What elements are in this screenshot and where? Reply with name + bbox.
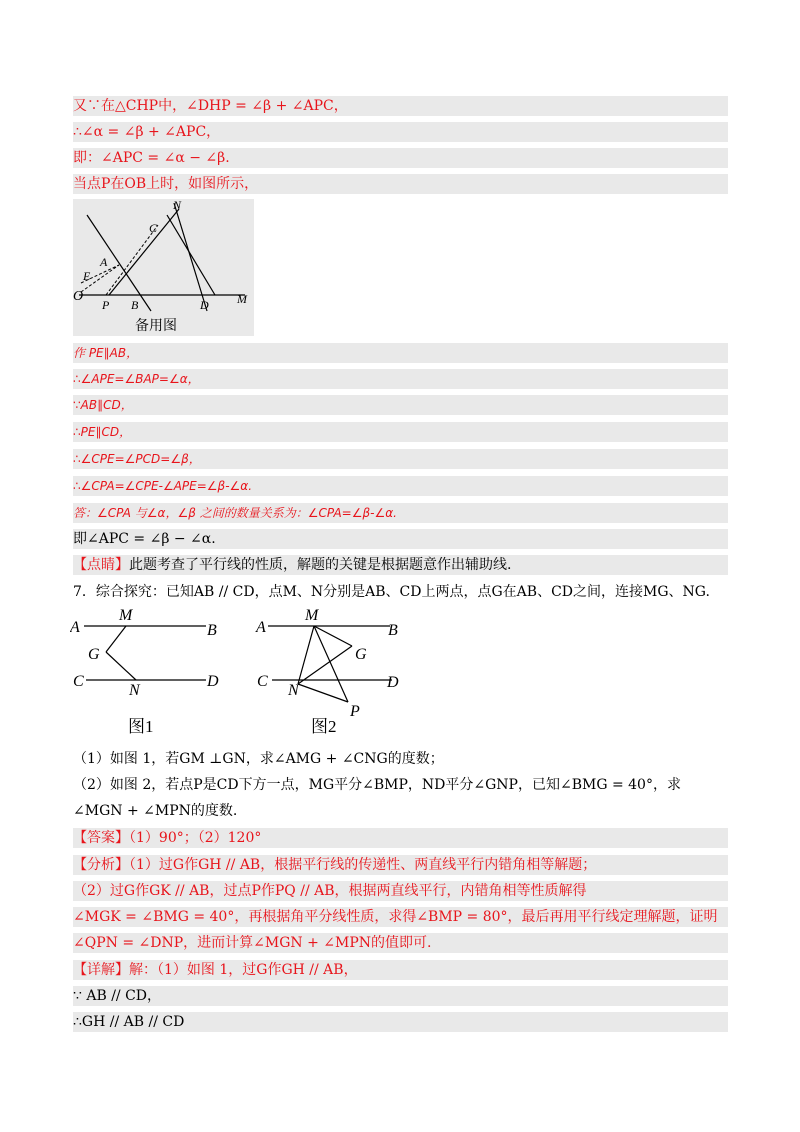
- label-E: E: [83, 269, 91, 283]
- analysis-line-1: [73, 855, 728, 875]
- solution-line-1: 又∵在△CHP中，∠DHP = ∠β + ∠APC，: [73, 96, 728, 116]
- analysis-line-2: （2）过G作GK // AB，过点P作PQ // AB，根据两直线平行，内错角相等性质解得: [73, 881, 728, 901]
- fig2-label-G: G: [355, 646, 367, 663]
- solution-line-2: ∴∠α = ∠β + ∠APC，: [73, 122, 728, 142]
- analysis-line-4: ∠QPN = ∠DNP，进而计算∠MGN + ∠MPN的值即可.: [73, 933, 728, 953]
- proof-line-7: 答：∠CPA 与∠α，∠β 之间的数量关系为：∠CPA=∠β-∠α.: [73, 503, 728, 523]
- label-M: M: [237, 292, 247, 306]
- proof-line-4: ∴PE∥CD，: [73, 422, 728, 442]
- comment-line: [73, 555, 728, 575]
- fig1-label-G: G: [88, 646, 100, 663]
- fig2-label-A: A: [256, 619, 266, 636]
- analysis-tag: 【分析】: [73, 857, 129, 873]
- fig1-label-B: B: [207, 622, 217, 639]
- proof-line-2: ∴∠APE=∠BAP=∠α，: [73, 369, 728, 389]
- proof-line-1: 作 PE∥AB，: [73, 343, 728, 363]
- analysis-line-3: ∠MGK = ∠BMG = 40°，再根据角平分线性质，求得∠BMP = 80°，最后再用平行线定理解题，证明: [73, 907, 728, 927]
- detail-text-1: 解：（1）如图 1，过G作GH // AB，: [129, 962, 358, 978]
- question-2-part-1: （2）如图 2，若点P是CD下方一点，MG平分∠BMP，ND平分∠GNP，已知∠BMG = 40°，求: [73, 777, 681, 793]
- proof-line-6: ∴∠CPA=∠CPE-∠APE=∠β-∠α.: [73, 476, 728, 496]
- question-2-part-2: ∠MGN + ∠MPN的度数.: [73, 803, 238, 819]
- fig1-label-A: A: [70, 619, 80, 636]
- question-1: （1）如图 1，若GM ⊥GN，求∠AMG + ∠CNG的度数；: [73, 751, 444, 767]
- fig2-label-B: B: [388, 622, 398, 639]
- label-N: N: [173, 199, 182, 212]
- label-B: B: [131, 298, 139, 312]
- label-D: D: [200, 298, 209, 312]
- fig1-label-M: M: [119, 607, 133, 624]
- detail-line-1: [73, 960, 728, 980]
- comment-text: 此题考查了平行线的性质，解题的关键是根据题意作出辅助线.: [129, 557, 512, 573]
- fig2-seg-MP: [314, 626, 348, 702]
- detail-line-3: ∴GH // AB // CD: [73, 1012, 728, 1032]
- detail-line-2: ∵ AB // CD，: [73, 986, 728, 1006]
- proof-line-5: ∴∠CPE=∠PCD=∠β，: [73, 449, 728, 469]
- label-P: P: [102, 298, 110, 312]
- comment-tag: 【点睛】: [73, 557, 129, 573]
- fig2-label-M: M: [305, 607, 319, 624]
- proof-line-8: 即∠APC = ∠β − ∠α.: [73, 529, 728, 549]
- fig2-seg-MN: [298, 626, 314, 684]
- answer-text: （1）90°；（2）120°: [129, 830, 262, 846]
- backup-figure: [73, 199, 254, 336]
- fig1-caption: 图1: [128, 717, 154, 736]
- problem-7-stem: 7．综合探究：已知AB // CD，点M、N分别是AB、CD上两点，点G在AB、CD之间，连接MG、NG.: [73, 584, 710, 600]
- detail-tag: 【详解】: [73, 962, 129, 978]
- fig1-label-N: N: [129, 682, 140, 699]
- proof-line-3: ∵AB∥CD，: [73, 395, 728, 415]
- fig2-caption: 图2: [311, 717, 337, 736]
- solution-line-4: 当点P在OB上时，如图所示，: [73, 174, 728, 194]
- answer-line: [73, 828, 728, 848]
- solution-line-3: 即：∠APC = ∠α − ∠β.: [73, 148, 728, 168]
- problem-7-figures: [70, 604, 420, 740]
- fig2-seg-MG: [314, 626, 352, 646]
- fig2-label-N: N: [288, 682, 299, 699]
- fig1-label-C: C: [73, 673, 84, 690]
- fig2-label-D: D: [387, 674, 399, 691]
- label-O: O: [73, 289, 84, 304]
- label-C: C: [149, 221, 158, 235]
- analysis-text-1: （1）过G作GH // AB，根据平行线的传递性、两直线平行内错角相等解题；: [129, 857, 597, 873]
- fig2-label-C: C: [257, 673, 268, 690]
- answer-tag: 【答案】: [73, 830, 129, 846]
- figure-caption: 备用图: [135, 319, 177, 334]
- fig2-label-P: P: [350, 703, 360, 720]
- fig1-seg-MG: [106, 626, 126, 652]
- fig1-label-D: D: [207, 673, 219, 690]
- label-A: A: [100, 255, 108, 269]
- fig1-seg-GN: [106, 652, 136, 680]
